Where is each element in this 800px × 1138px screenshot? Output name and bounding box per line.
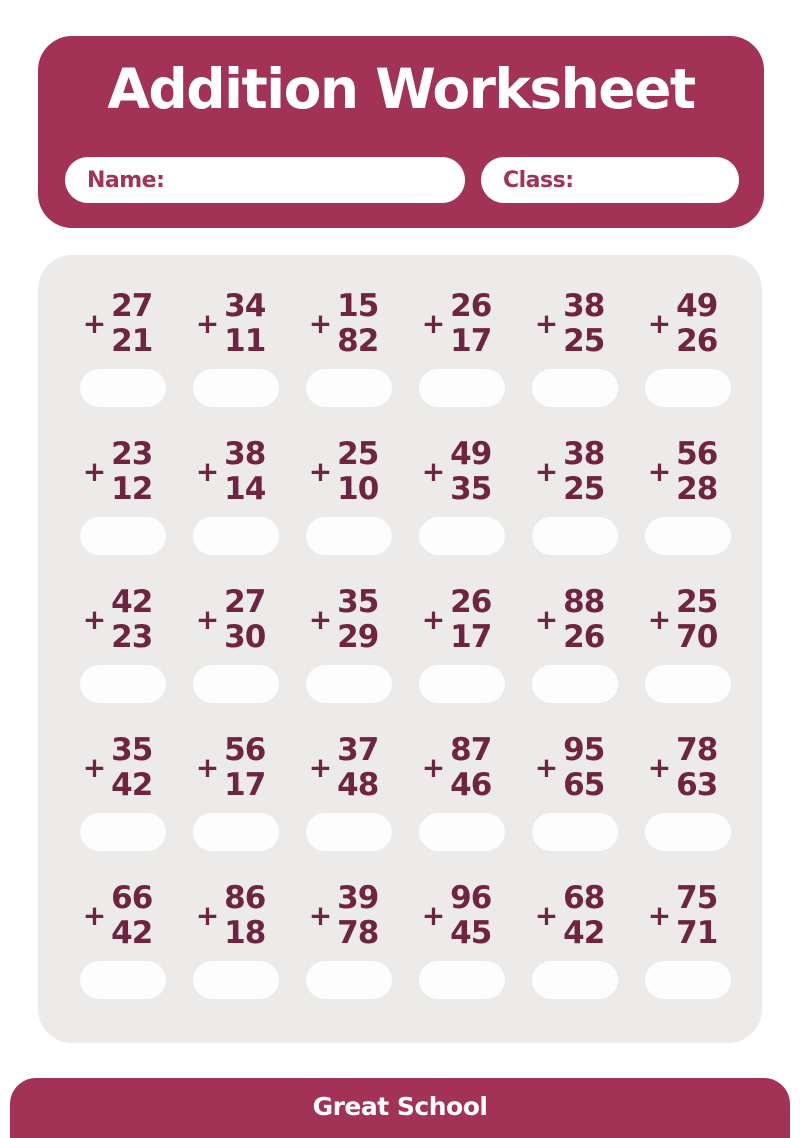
answer-box[interactable] xyxy=(306,961,392,999)
addition-problem xyxy=(83,437,153,507)
problem-cell xyxy=(518,585,631,703)
addend-top: 25 xyxy=(676,584,718,620)
addend-top: 68 xyxy=(563,880,605,916)
addition-problem xyxy=(196,437,266,507)
addend-bottom: 17 xyxy=(450,323,492,359)
addend-top: 66 xyxy=(111,880,153,916)
plus-operator: + xyxy=(195,603,220,636)
problem-cell xyxy=(631,289,744,407)
problem-cell xyxy=(405,289,518,407)
class-label: Class: xyxy=(503,167,574,193)
addends xyxy=(676,585,717,655)
addends xyxy=(111,289,152,359)
addend-bottom: 25 xyxy=(563,471,605,507)
plus-operator: + xyxy=(534,455,559,488)
plus-operator: + xyxy=(421,899,446,932)
problem-cell xyxy=(179,437,292,555)
addends xyxy=(676,437,717,507)
addends xyxy=(676,733,717,803)
header-card xyxy=(38,36,764,228)
addend-top: 34 xyxy=(224,288,266,324)
addends xyxy=(450,289,491,359)
addition-problem xyxy=(422,733,492,803)
addition-problem xyxy=(648,881,718,951)
class-field[interactable] xyxy=(481,157,739,203)
problem-cell xyxy=(405,881,518,999)
problem-cell xyxy=(631,437,744,555)
addend-bottom: 46 xyxy=(450,767,492,803)
addition-problem xyxy=(535,585,605,655)
problem-cell xyxy=(292,437,405,555)
addend-bottom: 21 xyxy=(111,323,153,359)
problem-cell xyxy=(66,289,179,407)
addend-bottom: 35 xyxy=(450,471,492,507)
problem-cell xyxy=(179,585,292,703)
addends xyxy=(450,881,491,951)
problem-cell xyxy=(631,585,744,703)
answer-box[interactable] xyxy=(419,517,505,555)
answer-box[interactable] xyxy=(645,665,731,703)
problem-cell xyxy=(66,881,179,999)
addend-top: 42 xyxy=(111,584,153,620)
plus-operator: + xyxy=(82,899,107,932)
plus-operator: + xyxy=(421,307,446,340)
addend-bottom: 78 xyxy=(337,915,379,951)
addends xyxy=(337,437,378,507)
addends xyxy=(111,881,152,951)
addend-bottom: 23 xyxy=(111,619,153,655)
problem-cell xyxy=(631,733,744,851)
addition-problem xyxy=(83,881,153,951)
answer-box[interactable] xyxy=(306,665,392,703)
problem-cell xyxy=(179,733,292,851)
addition-problem xyxy=(422,437,492,507)
plus-operator: + xyxy=(308,307,333,340)
answer-box[interactable] xyxy=(532,665,618,703)
addends xyxy=(224,585,265,655)
answer-box[interactable] xyxy=(419,665,505,703)
addend-top: 27 xyxy=(111,288,153,324)
answer-box[interactable] xyxy=(532,517,618,555)
addition-problem xyxy=(196,585,266,655)
addend-top: 15 xyxy=(337,288,379,324)
plus-operator: + xyxy=(534,751,559,784)
plus-operator: + xyxy=(195,899,220,932)
addends xyxy=(224,289,265,359)
problem-cell xyxy=(292,881,405,999)
plus-operator: + xyxy=(82,307,107,340)
problem-cell xyxy=(292,585,405,703)
answer-box[interactable] xyxy=(193,665,279,703)
problem-cell xyxy=(405,585,518,703)
plus-operator: + xyxy=(534,307,559,340)
addition-problem xyxy=(309,733,379,803)
addend-top: 95 xyxy=(563,732,605,768)
plus-operator: + xyxy=(647,307,672,340)
addend-top: 56 xyxy=(224,732,266,768)
addend-top: 96 xyxy=(450,880,492,916)
addend-bottom: 42 xyxy=(111,767,153,803)
addend-top: 38 xyxy=(224,436,266,472)
problem-cell xyxy=(405,437,518,555)
plus-operator: + xyxy=(82,603,107,636)
answer-box[interactable] xyxy=(306,517,392,555)
name-label: Name: xyxy=(87,167,165,193)
addend-top: 86 xyxy=(224,880,266,916)
addend-top: 25 xyxy=(337,436,379,472)
addition-problem xyxy=(83,733,153,803)
addends xyxy=(450,733,491,803)
addition-problem xyxy=(196,733,266,803)
problem-cell xyxy=(66,733,179,851)
addend-top: 27 xyxy=(224,584,266,620)
problem-cell xyxy=(179,881,292,999)
addition-problem xyxy=(535,289,605,359)
addend-bottom: 25 xyxy=(563,323,605,359)
addition-problem xyxy=(196,881,266,951)
plus-operator: + xyxy=(421,603,446,636)
answer-box[interactable] xyxy=(306,369,392,407)
addend-top: 49 xyxy=(676,288,718,324)
addend-bottom: 30 xyxy=(224,619,266,655)
answer-box[interactable] xyxy=(532,813,618,851)
plus-operator: + xyxy=(647,751,672,784)
addends xyxy=(224,881,265,951)
addend-top: 87 xyxy=(450,732,492,768)
addition-problem xyxy=(535,881,605,951)
plus-operator: + xyxy=(647,899,672,932)
addend-top: 38 xyxy=(563,288,605,324)
answer-box[interactable] xyxy=(419,369,505,407)
answer-box[interactable] xyxy=(80,517,166,555)
answer-box[interactable] xyxy=(80,665,166,703)
plus-operator: + xyxy=(195,751,220,784)
page-title: Addition Worksheet xyxy=(107,57,695,121)
addition-problem xyxy=(309,585,379,655)
plus-operator: + xyxy=(308,751,333,784)
school-name: Great School xyxy=(312,1092,488,1121)
addends xyxy=(111,585,152,655)
addends xyxy=(224,733,265,803)
addends xyxy=(563,289,604,359)
addend-top: 26 xyxy=(450,288,492,324)
addends xyxy=(676,289,717,359)
plus-operator: + xyxy=(647,603,672,636)
addend-bottom: 14 xyxy=(224,471,266,507)
problem-cell xyxy=(518,289,631,407)
addend-top: 75 xyxy=(676,880,718,916)
addition-problem xyxy=(535,733,605,803)
answer-box[interactable] xyxy=(193,813,279,851)
problem-cell xyxy=(518,881,631,999)
problem-cell xyxy=(518,437,631,555)
problem-cell xyxy=(292,733,405,851)
plus-operator: + xyxy=(308,455,333,488)
addends xyxy=(337,733,378,803)
addend-bottom: 82 xyxy=(337,323,379,359)
plus-operator: + xyxy=(308,603,333,636)
addend-bottom: 18 xyxy=(224,915,266,951)
answer-box[interactable] xyxy=(80,813,166,851)
addition-problem xyxy=(309,289,379,359)
plus-operator: + xyxy=(195,455,220,488)
answer-box[interactable] xyxy=(532,369,618,407)
addend-bottom: 45 xyxy=(450,915,492,951)
answer-box[interactable] xyxy=(645,369,731,407)
plus-operator: + xyxy=(195,307,220,340)
plus-operator: + xyxy=(308,899,333,932)
answer-box[interactable] xyxy=(419,813,505,851)
plus-operator: + xyxy=(82,455,107,488)
addition-problem xyxy=(648,733,718,803)
name-field[interactable] xyxy=(65,157,465,203)
plus-operator: + xyxy=(534,899,559,932)
answer-box[interactable] xyxy=(419,961,505,999)
plus-operator: + xyxy=(421,751,446,784)
addend-top: 78 xyxy=(676,732,718,768)
answer-box[interactable] xyxy=(193,961,279,999)
answer-box[interactable] xyxy=(645,517,731,555)
problem-cell xyxy=(292,289,405,407)
addition-problem xyxy=(648,585,718,655)
problem-cell xyxy=(405,733,518,851)
addend-top: 26 xyxy=(450,584,492,620)
addition-problem xyxy=(83,585,153,655)
answer-box[interactable] xyxy=(645,813,731,851)
addends xyxy=(563,881,604,951)
problem-cell xyxy=(179,289,292,407)
answer-box[interactable] xyxy=(193,517,279,555)
addends xyxy=(563,733,604,803)
addition-problem xyxy=(648,437,718,507)
addend-bottom: 70 xyxy=(676,619,718,655)
addend-top: 39 xyxy=(337,880,379,916)
problems-grid xyxy=(38,255,762,999)
addend-bottom: 11 xyxy=(224,323,266,359)
addends xyxy=(563,437,604,507)
addend-bottom: 63 xyxy=(676,767,718,803)
addend-top: 35 xyxy=(111,732,153,768)
addend-top: 35 xyxy=(337,584,379,620)
addend-top: 56 xyxy=(676,436,718,472)
addition-problem xyxy=(83,289,153,359)
addend-bottom: 26 xyxy=(563,619,605,655)
addend-bottom: 26 xyxy=(676,323,718,359)
addends xyxy=(337,585,378,655)
header-inputs-row xyxy=(65,157,739,203)
addition-problem xyxy=(422,289,492,359)
answer-box[interactable] xyxy=(80,961,166,999)
answer-box[interactable] xyxy=(80,369,166,407)
addends xyxy=(111,437,152,507)
addend-bottom: 10 xyxy=(337,471,379,507)
answer-box[interactable] xyxy=(306,813,392,851)
addends xyxy=(563,585,604,655)
problem-cell xyxy=(66,437,179,555)
addend-bottom: 71 xyxy=(676,915,718,951)
addend-top: 23 xyxy=(111,436,153,472)
addend-bottom: 29 xyxy=(337,619,379,655)
addends xyxy=(337,881,378,951)
addend-top: 88 xyxy=(563,584,605,620)
addends xyxy=(450,437,491,507)
answer-box[interactable] xyxy=(645,961,731,999)
addends xyxy=(224,437,265,507)
addends xyxy=(337,289,378,359)
answer-box[interactable] xyxy=(193,369,279,407)
addend-bottom: 17 xyxy=(450,619,492,655)
addition-problem xyxy=(422,881,492,951)
plus-operator: + xyxy=(534,603,559,636)
addend-bottom: 12 xyxy=(111,471,153,507)
addition-problem xyxy=(648,289,718,359)
addend-bottom: 65 xyxy=(563,767,605,803)
addend-top: 49 xyxy=(450,436,492,472)
addend-top: 38 xyxy=(563,436,605,472)
plus-operator: + xyxy=(421,455,446,488)
addend-bottom: 17 xyxy=(224,767,266,803)
addend-bottom: 42 xyxy=(563,915,605,951)
addend-bottom: 28 xyxy=(676,471,718,507)
addition-problem xyxy=(535,437,605,507)
problem-cell xyxy=(518,733,631,851)
problem-cell xyxy=(66,585,179,703)
problems-panel xyxy=(38,255,762,1043)
addend-bottom: 48 xyxy=(337,767,379,803)
problem-cell xyxy=(631,881,744,999)
plus-operator: + xyxy=(82,751,107,784)
addition-problem xyxy=(309,881,379,951)
addends xyxy=(676,881,717,951)
addends xyxy=(450,585,491,655)
footer-bar xyxy=(10,1078,790,1138)
answer-box[interactable] xyxy=(532,961,618,999)
addend-bottom: 42 xyxy=(111,915,153,951)
addends xyxy=(111,733,152,803)
addition-problem xyxy=(309,437,379,507)
plus-operator: + xyxy=(647,455,672,488)
addend-top: 37 xyxy=(337,732,379,768)
addition-problem xyxy=(196,289,266,359)
addition-problem xyxy=(422,585,492,655)
